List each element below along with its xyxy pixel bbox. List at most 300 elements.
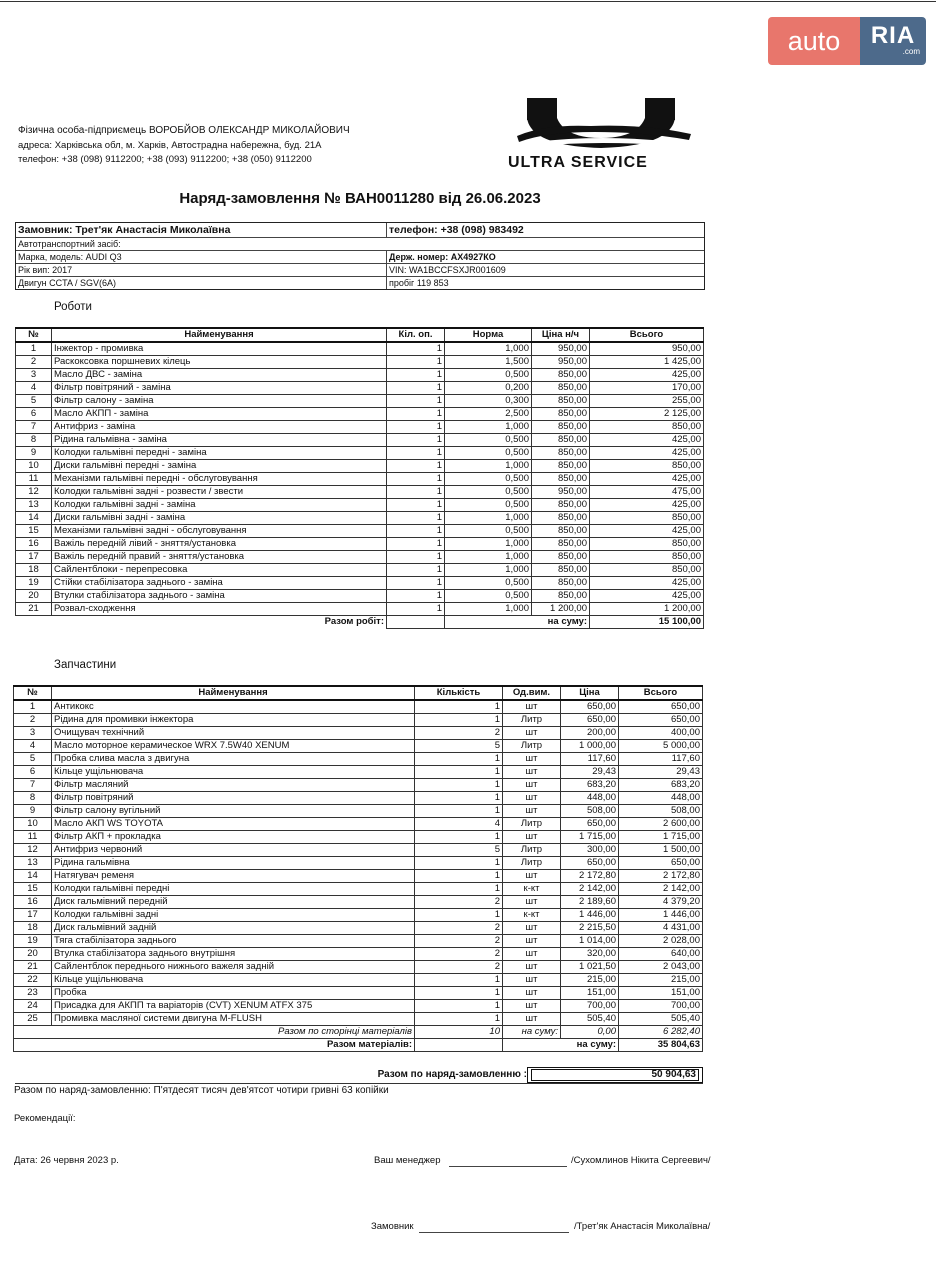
parts-cell-name: Тяга стабілізатора заднього (52, 935, 415, 948)
works-cell-price: 850,00 (532, 499, 590, 512)
works-cell-name: Втулки стабілізатора заднього - заміна (52, 590, 387, 603)
works-cell-qty: 1 (387, 369, 445, 382)
works-total-empty (387, 616, 445, 629)
works-cell-name: Розвал-сходження (52, 603, 387, 616)
works-cell-qty: 1 (387, 434, 445, 447)
parts-cell-total: 448,00 (619, 792, 703, 805)
works-cell-num: 17 (16, 551, 52, 564)
parts-cell-col3: шт (503, 700, 561, 714)
works-row (16, 460, 704, 473)
parts-cell-qty: 1 (415, 714, 503, 727)
parts-cell-num: 1 (14, 700, 52, 714)
parts-cell-qty: 2 (415, 922, 503, 935)
works-cell-total: 425,00 (590, 434, 704, 447)
parts-section-title: Запчастини (54, 659, 117, 671)
parts-cell-qty: 1 (415, 987, 503, 1000)
works-cell-num: 1 (16, 342, 52, 356)
works-cell-qty: 1 (387, 499, 445, 512)
manager-label: Ваш менеджер (374, 1155, 441, 1166)
parts-cell-qty: 1 (415, 831, 503, 844)
order-title: Наряд-замовлення № ВАН0011280 від 26.06.2023 (179, 190, 541, 207)
works-total-label: Разом робіт: (52, 616, 387, 629)
works-cell-name: Стійки стабілізатора заднього - заміна (52, 577, 387, 590)
parts-page-total-qty: 10 (415, 1026, 503, 1039)
parts-cell-name: Сайлентблок переднього нижнього важеля задній (52, 961, 415, 974)
works-cell-price: 850,00 (532, 590, 590, 603)
works-cell-total: 850,00 (590, 421, 704, 434)
works-cell-name: Антифриз - заміна (52, 421, 387, 434)
works-cell-total: 425,00 (590, 577, 704, 590)
parts-cell-total: 650,00 (619, 857, 703, 870)
parts-cell-num: 14 (14, 870, 52, 883)
parts-cell-num: 12 (14, 844, 52, 857)
works-cell-num: 13 (16, 499, 52, 512)
auto-ria-logo-com: .com (902, 47, 920, 56)
works-cell-total: 170,00 (590, 382, 704, 395)
vehicle-year: Рік вип: 2017 (16, 264, 387, 276)
parts-page-discount: 0,00 (561, 1026, 619, 1039)
parts-cell-col3: шт (503, 870, 561, 883)
client-row (16, 264, 704, 277)
works-cell-num: 12 (16, 486, 52, 499)
works-cell-qty: 1 (387, 512, 445, 525)
works-cell-name: Інжектор - промивка (52, 342, 387, 356)
works-cell-name: Фільтр салону - заміна (52, 395, 387, 408)
works-cell-name: Масло ДВС - заміна (52, 369, 387, 382)
works-cell-num: 16 (16, 538, 52, 551)
works-cell-name: Раскоксовка поршневих кілець (52, 356, 387, 369)
works-cell-name: Важіль передній правий - зняття/установка (52, 551, 387, 564)
parts-cell-total: 4 431,00 (619, 922, 703, 935)
parts-row (14, 714, 703, 727)
parts-cell-qty: 5 (415, 844, 503, 857)
parts-row (14, 792, 703, 805)
parts-cell-qty: 1 (415, 766, 503, 779)
parts-cell-total: 5 000,00 (619, 740, 703, 753)
works-cell-total: 2 125,00 (590, 408, 704, 421)
parts-cell-col3: шт (503, 753, 561, 766)
parts-cell-price: 650,00 (561, 818, 619, 831)
works-cell-num: 3 (16, 369, 52, 382)
works-row (16, 564, 704, 577)
customer-phone-field: телефон: +38 (098) 983492 (389, 224, 524, 236)
parts-cell-total: 505,40 (619, 1013, 703, 1026)
parts-cell-total: 683,20 (619, 779, 703, 792)
works-total-value: 15 100,00 (590, 616, 704, 629)
works-col-qty: Кіл. оп. (387, 328, 445, 342)
works-cell-col3: 0,500 (445, 486, 532, 499)
parts-cell-qty: 2 (415, 935, 503, 948)
parts-cell-num: 20 (14, 948, 52, 961)
parts-cell-total: 2 043,00 (619, 961, 703, 974)
parts-row (14, 700, 703, 714)
works-col-name: Найменування (52, 328, 387, 342)
vehicle-brand: Марка, модель: AUDI Q3 (16, 251, 387, 263)
works-cell-price: 850,00 (532, 369, 590, 382)
parts-page-total-label: Разом по сторінці матеріалів (14, 1026, 415, 1039)
works-cell-col3: 1,500 (445, 356, 532, 369)
parts-cell-col3: шт (503, 1013, 561, 1026)
works-row (16, 382, 704, 395)
works-cell-num: 7 (16, 421, 52, 434)
works-cell-col3: 1,000 (445, 603, 532, 616)
works-table-header (16, 328, 704, 342)
auto-ria-logo[interactable] (768, 17, 926, 65)
works-cell-total: 1 200,00 (590, 603, 704, 616)
works-row (16, 551, 704, 564)
parts-cell-num: 7 (14, 779, 52, 792)
works-cell-price: 850,00 (532, 447, 590, 460)
works-cell-total: 850,00 (590, 538, 704, 551)
works-cell-qty: 1 (387, 590, 445, 603)
parts-cell-num: 11 (14, 831, 52, 844)
works-cell-qty: 1 (387, 577, 445, 590)
works-row (16, 408, 704, 421)
parts-total-value: 35 804,63 (619, 1039, 703, 1052)
parts-row (14, 753, 703, 766)
manager-name: /Сухомлинов Нікита Сергеевич/ (571, 1155, 711, 1166)
parts-cell-qty: 5 (415, 740, 503, 753)
works-cell-num: 6 (16, 408, 52, 421)
parts-cell-name: Пробка слива масла з двигуна (52, 753, 415, 766)
works-row (16, 486, 704, 499)
parts-cell-col3: шт (503, 948, 561, 961)
parts-page-total-row (14, 1026, 703, 1039)
parts-cell-col3: шт (503, 805, 561, 818)
works-col-norm: Норма (445, 328, 532, 342)
parts-cell-col3: шт (503, 1000, 561, 1013)
works-cell-col3: 1,000 (445, 538, 532, 551)
grand-total-box (527, 1067, 703, 1083)
client-row (16, 223, 704, 238)
parts-cell-qty: 1 (415, 974, 503, 987)
works-cell-col3: 0,500 (445, 525, 532, 538)
client-row (16, 251, 704, 264)
parts-cell-qty: 1 (415, 870, 503, 883)
parts-cell-price: 2 189,60 (561, 896, 619, 909)
parts-cell-num: 17 (14, 909, 52, 922)
works-cell-qty: 1 (387, 342, 445, 356)
parts-cell-qty: 4 (415, 818, 503, 831)
works-cell-price: 850,00 (532, 564, 590, 577)
parts-cell-total: 650,00 (619, 700, 703, 714)
works-cell-name: Колодки гальмівні задні - розвести / звести (52, 486, 387, 499)
works-row (16, 447, 704, 460)
works-cell-qty: 1 (387, 486, 445, 499)
works-cell-price: 850,00 (532, 512, 590, 525)
vehicle-vin: VIN: WA1BCCFSXJR001609 (389, 265, 506, 275)
works-cell-qty: 1 (387, 447, 445, 460)
auto-ria-logo-auto: auto (768, 17, 860, 65)
parts-cell-qty: 1 (415, 883, 503, 896)
works-row (16, 603, 704, 616)
works-cell-price: 850,00 (532, 551, 590, 564)
parts-col-unit: Од.вим. (503, 686, 561, 700)
parts-table-header (14, 686, 703, 700)
works-cell-qty: 1 (387, 525, 445, 538)
parts-cell-qty: 1 (415, 753, 503, 766)
parts-cell-total: 215,00 (619, 974, 703, 987)
works-cell-total: 850,00 (590, 460, 704, 473)
works-cell-total: 850,00 (590, 564, 704, 577)
parts-cell-num: 2 (14, 714, 52, 727)
parts-cell-total: 508,00 (619, 805, 703, 818)
works-cell-name: Диски гальмівні задні - заміна (52, 512, 387, 525)
works-cell-num: 8 (16, 434, 52, 447)
works-cell-name: Механізми гальмівні передні - обслуговування (52, 473, 387, 486)
parts-row (14, 948, 703, 961)
parts-cell-price: 508,00 (561, 805, 619, 818)
parts-cell-total: 400,00 (619, 727, 703, 740)
parts-cell-col3: Литр (503, 857, 561, 870)
works-cell-col3: 1,000 (445, 421, 532, 434)
works-cell-price: 850,00 (532, 525, 590, 538)
parts-cell-price: 2 215,50 (561, 922, 619, 935)
works-cell-price: 850,00 (532, 460, 590, 473)
parts-cell-qty: 2 (415, 896, 503, 909)
customer-signature-label: Замовник (371, 1221, 414, 1232)
parts-cell-price: 650,00 (561, 857, 619, 870)
recommendations-label: Рекомендації: (14, 1113, 76, 1124)
ultra-service-logo-text: ULTRA SERVICE (508, 154, 648, 171)
parts-row (14, 740, 703, 753)
works-cell-num: 20 (16, 590, 52, 603)
works-cell-col3: 0,300 (445, 395, 532, 408)
parts-cell-col3: Литр (503, 714, 561, 727)
works-cell-name: Механізми гальмівні задні - обслуговування (52, 525, 387, 538)
works-cell-total: 425,00 (590, 369, 704, 382)
works-cell-total: 950,00 (590, 342, 704, 356)
parts-cell-col3: шт (503, 974, 561, 987)
works-cell-num: 11 (16, 473, 52, 486)
works-cell-total: 425,00 (590, 590, 704, 603)
parts-cell-num: 9 (14, 805, 52, 818)
parts-row (14, 727, 703, 740)
parts-col-qty: Кількість (415, 686, 503, 700)
parts-cell-name: Кільце ущільнювача (52, 974, 415, 987)
parts-cell-qty: 1 (415, 857, 503, 870)
parts-cell-total: 640,00 (619, 948, 703, 961)
works-row (16, 577, 704, 590)
parts-cell-total: 117,60 (619, 753, 703, 766)
works-cell-col3: 0,500 (445, 473, 532, 486)
works-total-row (16, 616, 704, 629)
grand-total (15, 1067, 703, 1083)
works-cell-qty: 1 (387, 603, 445, 616)
parts-col-total: Всього (619, 686, 703, 700)
parts-row (14, 896, 703, 909)
works-row (16, 395, 704, 408)
parts-cell-qty: 2 (415, 961, 503, 974)
grand-total-label: Разом по наряд-замовленню : (377, 1069, 527, 1080)
works-cell-col3: 0,200 (445, 382, 532, 395)
works-cell-col3: 0,500 (445, 590, 532, 603)
parts-cell-price: 29,43 (561, 766, 619, 779)
works-cell-qty: 1 (387, 421, 445, 434)
parts-cell-num: 23 (14, 987, 52, 1000)
works-cell-num: 4 (16, 382, 52, 395)
parts-cell-price: 1 021,50 (561, 961, 619, 974)
works-cell-qty: 1 (387, 356, 445, 369)
works-cell-num: 10 (16, 460, 52, 473)
parts-cell-col3: Литр (503, 740, 561, 753)
parts-cell-num: 19 (14, 935, 52, 948)
works-cell-price: 850,00 (532, 538, 590, 551)
parts-cell-name: Фільтр салону вугільний (52, 805, 415, 818)
works-cell-qty: 1 (387, 395, 445, 408)
parts-cell-name: Натягувач ременя (52, 870, 415, 883)
company-phones: телефон: +38 (098) 9112200; +38 (093) 9112200; +38 (050) 9112200 (18, 154, 312, 165)
parts-cell-qty: 1 (415, 779, 503, 792)
parts-total-row (14, 1039, 703, 1052)
parts-cell-total: 650,00 (619, 714, 703, 727)
parts-cell-name: Фільтр АКП + прокладка (52, 831, 415, 844)
parts-row (14, 935, 703, 948)
parts-cell-name: Фільтр масляний (52, 779, 415, 792)
vehicle-mileage: пробіг 119 853 (389, 278, 449, 288)
parts-cell-price: 117,60 (561, 753, 619, 766)
parts-cell-qty: 1 (415, 700, 503, 714)
parts-cell-col3: шт (503, 779, 561, 792)
parts-row (14, 909, 703, 922)
parts-cell-col3: шт (503, 792, 561, 805)
parts-cell-price: 320,00 (561, 948, 619, 961)
parts-cell-total: 2 600,00 (619, 818, 703, 831)
parts-cell-name: Пробка (52, 987, 415, 1000)
works-section-title: Роботи (54, 301, 92, 313)
parts-col-price: Ціна (561, 686, 619, 700)
works-cell-price: 1 200,00 (532, 603, 590, 616)
parts-cell-qty: 2 (415, 727, 503, 740)
parts-cell-name: Рідина для промивки інжектора (52, 714, 415, 727)
works-row (16, 473, 704, 486)
parts-cell-price: 505,40 (561, 1013, 619, 1026)
works-row (16, 356, 704, 369)
parts-cell-total: 2 028,00 (619, 935, 703, 948)
parts-cell-col3: Литр (503, 844, 561, 857)
works-cell-col3: 0,500 (445, 369, 532, 382)
parts-cell-total: 4 379,20 (619, 896, 703, 909)
parts-cell-price: 151,00 (561, 987, 619, 1000)
parts-row (14, 883, 703, 896)
works-row (16, 421, 704, 434)
works-cell-price: 850,00 (532, 434, 590, 447)
works-cell-num: 9 (16, 447, 52, 460)
parts-row (14, 1000, 703, 1013)
parts-total-empty (415, 1039, 503, 1052)
works-table (15, 327, 704, 629)
works-cell-col3: 0,500 (445, 499, 532, 512)
auto-ria-logo-ria (860, 17, 926, 65)
parts-cell-total: 700,00 (619, 1000, 703, 1013)
vehicle-plate: Держ. номер: АХ4927КО (389, 252, 496, 262)
works-row (16, 538, 704, 551)
works-cell-qty: 1 (387, 551, 445, 564)
works-cell-qty: 1 (387, 408, 445, 421)
works-cell-price: 850,00 (532, 382, 590, 395)
parts-cell-num: 10 (14, 818, 52, 831)
parts-cell-name: Промивка масляної системи двигуна M-FLUSH (52, 1013, 415, 1026)
parts-page-total-value: 6 282,40 (619, 1026, 703, 1039)
works-cell-name: Диски гальмівні передні - заміна (52, 460, 387, 473)
grand-total-value: 50 904,63 (531, 1069, 699, 1081)
parts-cell-total: 151,00 (619, 987, 703, 1000)
works-cell-total: 425,00 (590, 473, 704, 486)
parts-cell-price: 2 172,80 (561, 870, 619, 883)
auto-ria-logo-ria-text: RIA (870, 22, 916, 49)
works-cell-qty: 1 (387, 564, 445, 577)
works-cell-num: 14 (16, 512, 52, 525)
works-col-price: Ціна н/ч (532, 328, 590, 342)
works-cell-num: 15 (16, 525, 52, 538)
works-cell-total: 1 425,00 (590, 356, 704, 369)
parts-cell-total: 1 446,00 (619, 909, 703, 922)
parts-total-label: Разом матеріалів: (14, 1039, 415, 1052)
parts-cell-num: 18 (14, 922, 52, 935)
parts-cell-num: 13 (14, 857, 52, 870)
works-cell-price: 850,00 (532, 577, 590, 590)
works-row (16, 512, 704, 525)
parts-cell-col3: шт (503, 896, 561, 909)
works-cell-num: 5 (16, 395, 52, 408)
parts-cell-name: Присадка для АКПП та варіаторів (CVT) XENUM ATFX 375 (52, 1000, 415, 1013)
works-cell-num: 18 (16, 564, 52, 577)
parts-cell-name: Рідина гальмівна (52, 857, 415, 870)
works-cell-total: 850,00 (590, 551, 704, 564)
parts-cell-num: 21 (14, 961, 52, 974)
customer-name-field: Замовник: Трет'як Анастасія Миколаївна (16, 223, 387, 237)
parts-cell-col3: шт (503, 831, 561, 844)
works-cell-total: 475,00 (590, 486, 704, 499)
parts-cell-num: 22 (14, 974, 52, 987)
works-cell-num: 19 (16, 577, 52, 590)
works-row (16, 369, 704, 382)
works-row (16, 434, 704, 447)
parts-cell-price: 200,00 (561, 727, 619, 740)
parts-cell-price: 650,00 (561, 700, 619, 714)
parts-cell-col3: к-кт (503, 909, 561, 922)
parts-row (14, 805, 703, 818)
customer-signature-line (419, 1232, 569, 1233)
works-cell-price: 850,00 (532, 395, 590, 408)
works-row (16, 525, 704, 538)
works-col-total: Всього (590, 328, 704, 342)
works-cell-qty: 1 (387, 460, 445, 473)
works-row (16, 499, 704, 512)
client-info (15, 222, 705, 290)
parts-cell-name: Колодки гальмівні задні (52, 909, 415, 922)
works-cell-name: Сайлентблоки - перепресовка (52, 564, 387, 577)
document-date: Дата: 26 червня 2023 р. (14, 1155, 119, 1166)
works-cell-total: 425,00 (590, 525, 704, 538)
parts-row (14, 1013, 703, 1026)
works-cell-qty: 1 (387, 473, 445, 486)
parts-cell-col3: шт (503, 922, 561, 935)
works-col-num: № (16, 328, 52, 342)
works-cell-num: 2 (16, 356, 52, 369)
parts-cell-num: 6 (14, 766, 52, 779)
works-cell-total: 255,00 (590, 395, 704, 408)
works-row (16, 590, 704, 603)
parts-cell-name: Диск гальмівний передній (52, 896, 415, 909)
works-cell-name: Фільтр повітряний - заміна (52, 382, 387, 395)
works-cell-qty: 1 (387, 382, 445, 395)
company-address: адреса: Харківська обл, м. Харків, Автострадна набережна, буд. 21А (18, 140, 322, 151)
works-cell-name: Колодки гальмівні передні - заміна (52, 447, 387, 460)
parts-cell-price: 300,00 (561, 844, 619, 857)
parts-cell-col3: шт (503, 987, 561, 1000)
parts-cell-col3: шт (503, 727, 561, 740)
